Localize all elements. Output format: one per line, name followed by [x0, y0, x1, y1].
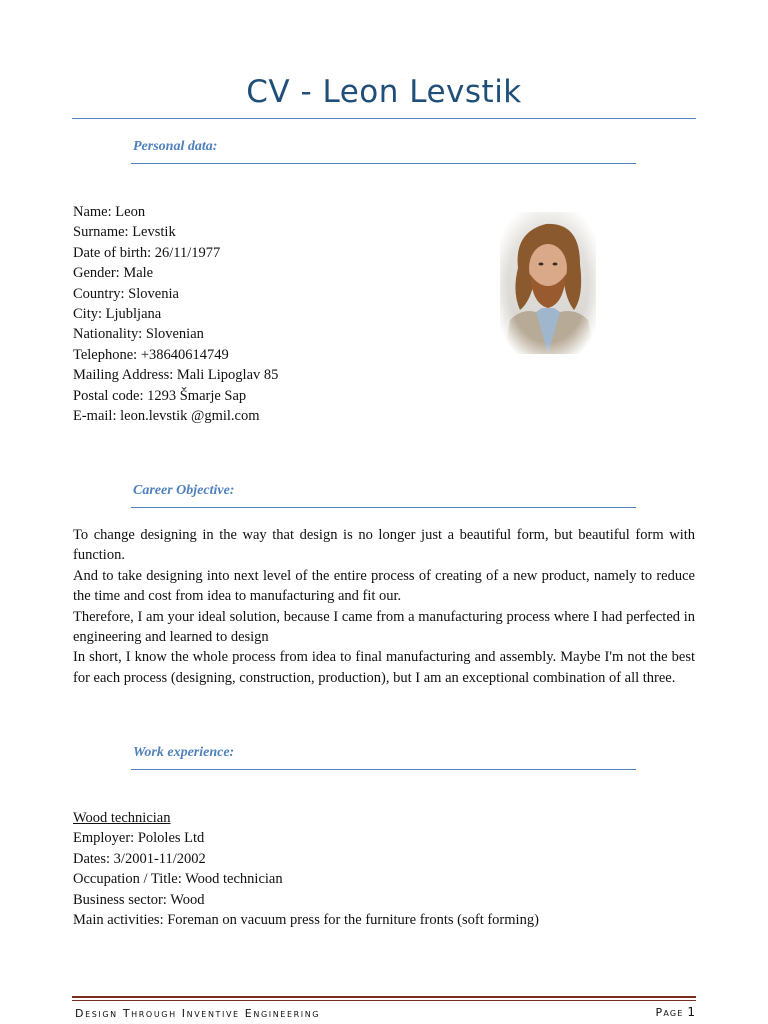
- page-number: [656, 1005, 696, 1019]
- work-experience-heading: Work experience:: [133, 745, 235, 760]
- footer-tagline: Design Through Inventive Engineering: [75, 1007, 321, 1020]
- city-line: City: Ljubljana: [73, 306, 162, 323]
- footer-rule: [72, 1000, 696, 1001]
- occupation-line: Occupation / Title: Wood technician: [73, 871, 283, 888]
- personal-data-heading: Personal data:: [133, 139, 218, 154]
- career-paragraph: To change designing in the way that design is no longer just a beautiful form, but beautiful form with function.: [73, 527, 695, 564]
- work-experience-list: [73, 808, 539, 930]
- page-label: Page: [655, 1006, 684, 1019]
- mailing-address-line: Mailing Address: Mali Lipoglav 85: [73, 367, 279, 384]
- date-of-birth-line: Date of birth: 26/11/1977: [73, 244, 221, 261]
- name-line: Name: Leon: [73, 204, 146, 220]
- personal-data-divider: [131, 163, 636, 164]
- surname-line: Surname: Levstik: [73, 224, 176, 241]
- business-sector-line: Business sector: Wood: [73, 891, 205, 908]
- career-paragraph: And to take designing into next level of the entire process of creating of a new product, namely to reduce the time and cost from idea to manufacturing and fit our.: [73, 567, 695, 605]
- page-number-value: 1: [687, 1005, 695, 1019]
- dates-line: Dates: 3/2001-11/2002: [73, 850, 206, 867]
- nationality-line: Nationality: Slovenian: [73, 326, 204, 343]
- gender-line: Gender: Male: [73, 265, 154, 282]
- main-activities-line: Main activities: Foreman on vacuum press for the furniture fronts (soft forming): [73, 912, 539, 929]
- title-divider: [72, 118, 696, 119]
- telephone-line: Telephone: +38640614749: [73, 346, 229, 363]
- career-paragraph: Therefore, I am your ideal solution, because I came from a manufacturing process where I had perfected in engineering and learned to design: [73, 608, 695, 646]
- job-title: Wood technician: [73, 810, 171, 826]
- work-experience-divider: [131, 769, 636, 770]
- email-line: E-mail: leon.levstik @gmil.com: [73, 408, 260, 425]
- postal-code-line: Postal code: 1293 Šmarje Sap: [73, 387, 247, 404]
- career-paragraph: In short, I know the whole process from idea to final manufacturing and assembly. Maybe I'm not the best for each process (designing, construction, production), but I am an exceptional combination of all three.: [73, 649, 695, 686]
- page-title: CV - Leon Levstik: [246, 74, 522, 110]
- career-objective-text: [73, 525, 695, 688]
- personal-data-list: [73, 202, 278, 426]
- career-objective-heading: Career Objective:: [133, 483, 235, 498]
- country-line: Country: Slovenia: [73, 285, 179, 302]
- career-objective-divider: [131, 507, 636, 508]
- employer-line: Employer: Pololes Ltd: [73, 830, 205, 847]
- footer-rule: [72, 996, 696, 998]
- profile-photo: [500, 212, 596, 354]
